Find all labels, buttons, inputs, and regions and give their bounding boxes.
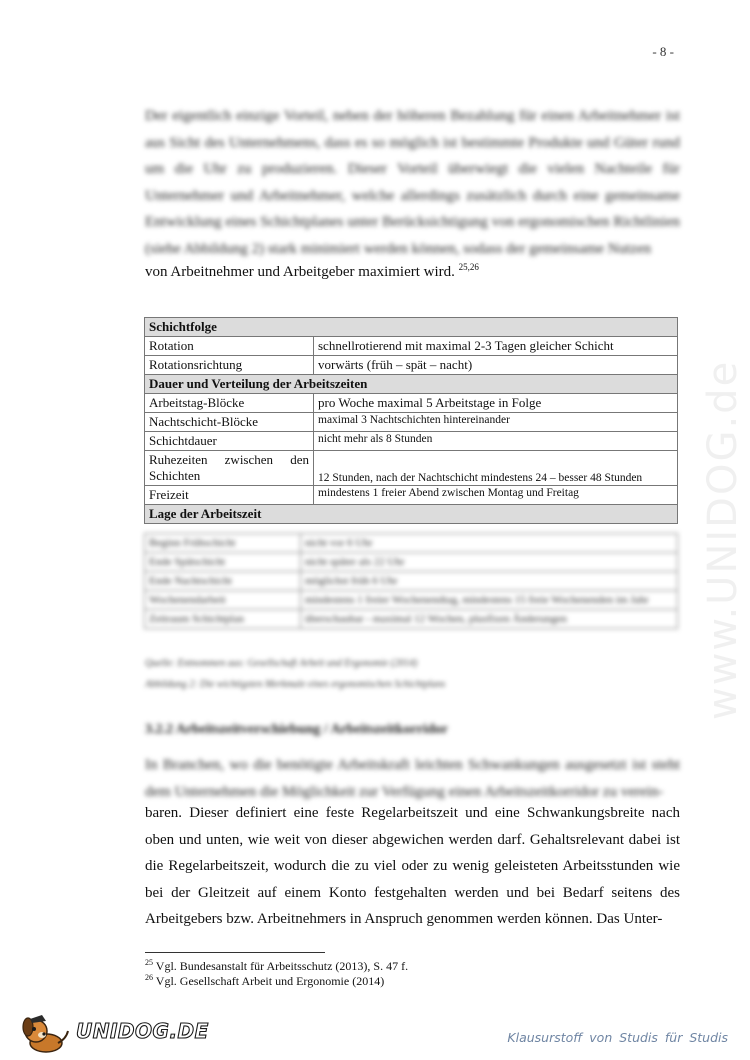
row-value: schnellrotierend mit maximal 2-3 Tagen gleicher Schicht [314,337,678,356]
figure-caption: Abbildung 2: Die wichtigsten Merkmale eines ergonomischen Schichtplans [145,679,446,690]
row-value: 12 Stunden, nach der Nachtschicht mindestens 24 – besser 48 Stunden [314,451,678,486]
table-section-header: Lage der Arbeitszeit [145,505,678,524]
row-label: Freizeit [145,486,314,505]
dog-icon [20,1013,74,1055]
paragraph-blurred: Der eigentlich einzige Vorteil, neben der höheren Bezahlung für einen Arbeitnehmer ist aus Sicht des Unternehmens, dass es so möglich ist bestimmte Produkte und Güter rund um die Uhr zu produzieren. Dieser Vorteil überwiegt die vielen Nachteile für Unternehmer und Arbeitnehmer, welche allerdings zusätzlich durch eine gemeinsame Entwicklung eines Schichtplanes unter Berücksichtigung von ergonomischen Richtlinien (siehe Abbildung 2) stark minimiert werden können, sodass der gemeinsame Nutzen [145,108,680,257]
table-row [145,534,678,553]
row-label: Beginn Frühschicht [145,534,301,553]
row-label: Arbeitstag-Blöcke [145,394,314,413]
footnote-text: Vgl. Gesellschaft Arbeit und Ergonomie (2014) [155,974,385,988]
footnote-number: 26 [145,973,153,982]
row-value: nicht später als 22 Uhr [301,553,678,572]
blurred-table-rows [144,533,678,629]
row-value: mindestens 1 freier Wochenendtag, mindestens 15 freie Wochenenden im Jahr [301,591,678,610]
row-label: Ende Spätschicht [145,553,301,572]
paragraph-end [145,259,680,286]
slogan: Klausurstoff von Studis für Studis [507,1030,728,1045]
row-label: Ende Nachtschicht [145,572,301,591]
table-row [145,451,678,486]
shift-plan-table [144,317,678,524]
row-value: möglichst früh 6 Uhr [301,572,678,591]
row-value: nicht vor 6 Uhr [301,534,678,553]
footnote [145,974,384,989]
table-section-header: Schichtfolge [145,318,678,337]
paragraph-end-text: von Arbeitnehmer und Arbeitgeber maximiert wird. [145,264,455,280]
row-label: Schichtdauer [145,432,314,451]
table-row [145,394,678,413]
footnote [145,959,408,974]
row-label: Zeitraum Schichtplan [145,610,301,629]
row-value: pro Woche maximal 5 Arbeitstage in Folge [314,394,678,413]
table-row [145,610,678,629]
table-row [145,553,678,572]
table-row [145,356,678,375]
unidog-logo[interactable] [20,1013,209,1055]
paragraph-blurred: In Branchen, wo die benötigte Arbeitskraft leichten Schwankungen ausgesetzt ist steht dem Unternehmen die Möglichkeit zur Verfügung einen Arbeitszeitkorridor zu verein- [145,757,680,800]
row-label: Ruhezeiten zwischen den Schichten [145,451,314,486]
row-label: Rotation [145,337,314,356]
row-value: mindestens 1 freier Abend zwischen Montag und Freitag [314,486,678,505]
footnote-ref: 25,26 [458,262,479,272]
table-source-caption: Quelle: Entnommen aus: Gesellschaft Arbeit und Ergonomie (2014) [145,658,418,669]
table-row [145,591,678,610]
table-row [145,572,678,591]
section-heading: 3.2.2 Arbeitszeitverschiebung / Arbeitszeitkorridor [145,722,448,737]
table-row [145,486,678,505]
row-label: Wochenendarbeit [145,591,301,610]
table-row [145,413,678,432]
row-label: Rotationsrichtung [145,356,314,375]
row-value: überschaubar - maximal 12 Wochen, plusfixen Änderungen [301,610,678,629]
page-number: - 8 - [652,44,674,59]
row-label: Nachtschicht-Blöcke [145,413,314,432]
table-section-header: Dauer und Verteilung der Arbeitszeiten [145,375,678,394]
table-row [145,432,678,451]
footnote-text: Vgl. Bundesanstalt für Arbeitsschutz (2013), S. 47 f. [155,959,409,973]
paragraph-body: baren. Dieser definiert eine feste Regelarbeitszeit und eine Schwankungsbreite nach oben und unten, wie weit von dieser abgewichen werden darf. Gehaltsrelevant dabei ist die Regelarbeitszeit, wodurch die zu viel oder zu wenig geleisteten Arbeitsstunden wie bei der Gleitzeit auf einem Konto festgehalten werden und bei Bedarf seitens des Arbeitgebers bzw. Arbeitnehmers in Anspruch genommen werden können. Das Unter- [145,805,680,927]
table-row [145,337,678,356]
footnote-divider [145,952,325,953]
footnote-number: 25 [145,958,153,967]
logo-text: UNIDOG.DE [76,1019,209,1043]
row-value: vorwärts (früh – spät – nacht) [314,356,678,375]
row-value: nicht mehr als 8 Stunden [314,432,678,451]
watermark: www.UNIDOG.de [700,359,746,720]
row-value: maximal 3 Nachtschichten hintereinander [314,413,678,432]
